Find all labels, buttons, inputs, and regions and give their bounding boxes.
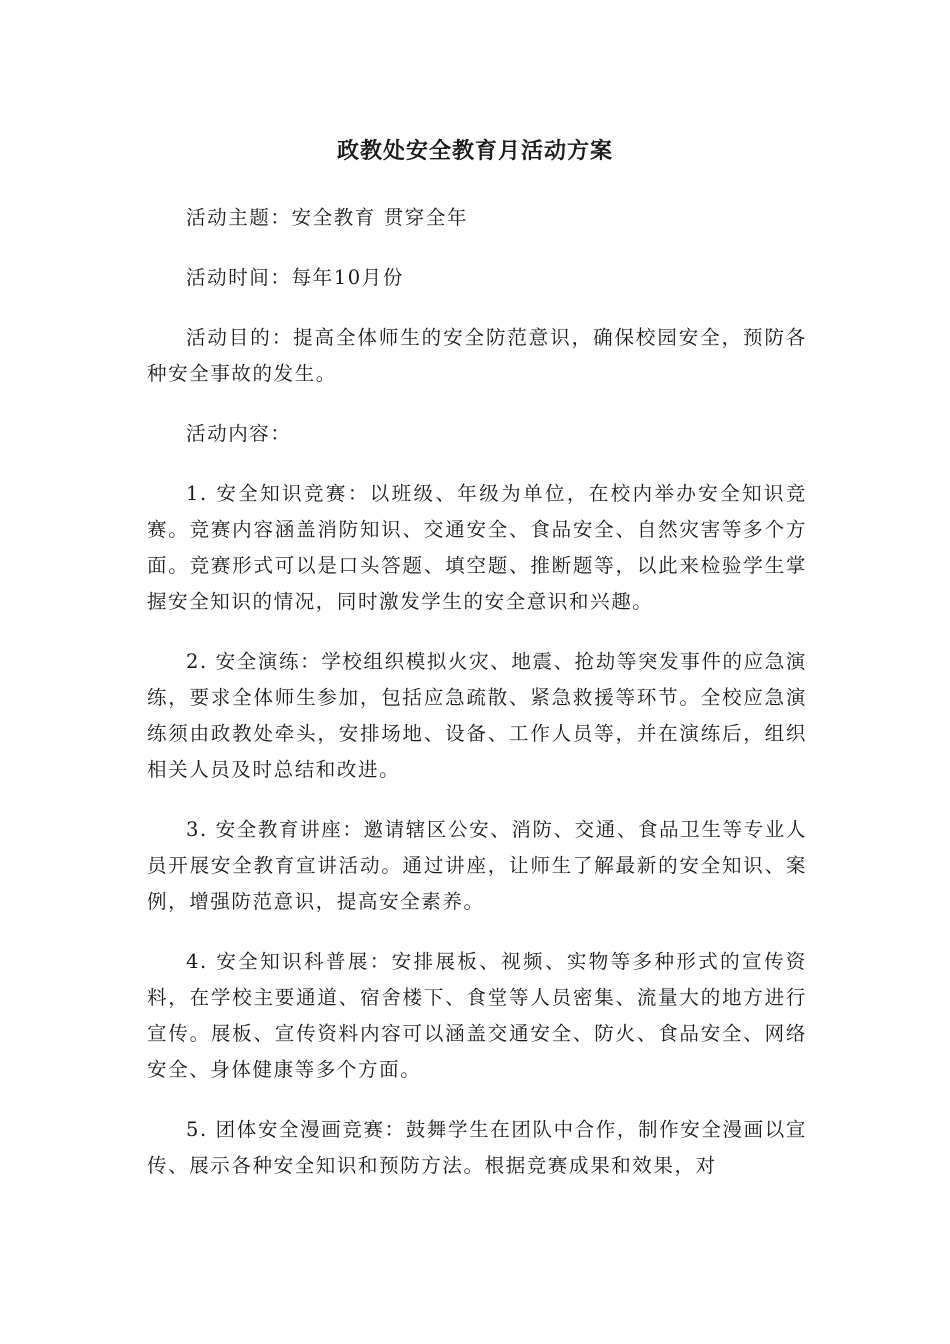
paragraph-time: 活动时间：每年10月份 <box>186 266 404 289</box>
document-title: 政教处安全教育月活动方案 <box>336 139 613 164</box>
paragraph-item-3: 3. 安全教育讲座：邀请辖区公安、消防、交通、食品卫生等专业人员开展安全教育宣讲活动。通过讲座，让师生了解最新的安全知识、案例，增强防范意识，提高安全素养。 <box>147 818 807 913</box>
paragraph-item-4: 4. 安全知识科普展：安排展板、视频、实物等多种形式的宣传资料，在学校主要通道、宿舍楼下、食堂等人员密集、流量大的地方进行宣传。展板、宣传资料内容可以涵盖交通安全、防火、食品安全、网络安全、身体健康等多个方面。 <box>147 950 807 1081</box>
paragraph-content-heading: 活动内容： <box>186 422 292 445</box>
document-body <box>147 200 807 1208</box>
paragraph-item-1: 1. 安全知识竞赛：以班级、年级为单位，在校内举办安全知识竞赛。竞赛内容涵盖消防知识、交通安全、食品安全、自然灾害等多个方面。竞赛形式可以是口头答题、填空题、推断题等，以此来检验学生掌握安全知识的情况，同时激发学生的安全意识和兴趣。 <box>147 482 807 613</box>
paragraph-item-2: 2. 安全演练：学校组织模拟火灾、地震、抢劫等突发事件的应急演练，要求全体师生参加，包括应急疏散、紧急救援等环节。全校应急演练须由政教处牵头，安排场地、设备、工作人员等，并在演练后，组织相关人员及时总结和改进。 <box>147 650 807 781</box>
paragraph-item-5: 5. 团体安全漫画竞赛：鼓舞学生在团队中合作，制作安全漫画以宣传、展示各种安全知识和预防方法。根据竞赛成果和效果，对 <box>147 1118 807 1177</box>
paragraph-theme: 活动主题：安全教育 贯穿全年 <box>186 206 469 229</box>
paragraph-purpose: 活动目的：提高全体师生的安全防范意识，确保校园安全，预防各种安全事故的发生。 <box>147 326 807 385</box>
